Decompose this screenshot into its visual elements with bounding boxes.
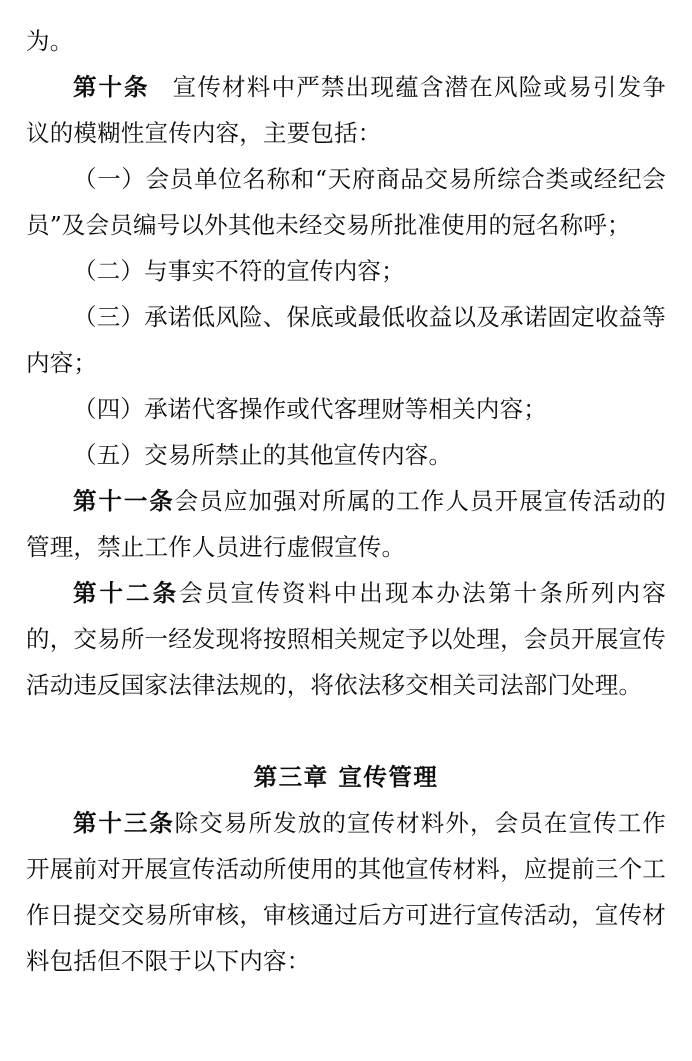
paragraph-item-2: （二）与事实不符的宣传内容；: [73, 257, 405, 285]
paragraph-article-12: [26, 570, 666, 708]
paragraph-item-4: （四）承诺代客操作或代客理财等相关内容；: [73, 395, 547, 423]
paragraph-continuation: 为。: [26, 27, 74, 55]
article-label-10: 第十条: [73, 73, 150, 101]
chapter-heading: 第三章 宣传管理: [253, 763, 439, 791]
paragraph-item-5: （五）交易所禁止的其他宣传内容。: [73, 441, 453, 469]
article-label-13: 第十三条: [73, 809, 175, 837]
paragraph-article-11: [26, 478, 666, 570]
article-label-11: 第十一条: [73, 487, 175, 515]
paragraph-article-13: [26, 800, 666, 984]
paragraph-item-1: （一）会员单位名称和“天府商品交易所综合类或经纪会员”及会员编号以外其他未经交易所批准使用的冠名称呼；: [26, 165, 666, 239]
article-text-13: 除交易所发放的宣传材料外，会员在宣传工作开展前对开展宣传活动所使用的其他宣传材料，应提前三个工作日提交交易所审核，审核通过后方可进行宣传活动，宣传材料包括但不限于以下内容：: [26, 809, 667, 975]
article-text-10: 宣传材料中严禁出现蕴含潜在风险或易引发争议的模糊性宣传内容，主要包括：: [26, 73, 667, 147]
article-text-11: 会员应加强对所属的工作人员开展宣传活动的管理，禁止工作人员进行虚假宣传。: [26, 487, 667, 561]
section-spacer: [26, 708, 666, 754]
article-text-12: 会员宣传资料中出现本办法第十条所列内容的，交易所一经发现将按照相关规定予以处理，会员开展宣传活动违反国家法律法规的，将依法移交相关司法部门处理。: [26, 579, 666, 699]
article-label-12: 第十二条: [73, 579, 180, 607]
paragraph-article-10: [26, 64, 666, 156]
paragraph-item-3: （三）承诺低风险、保底或最低收益以及承诺固定收益等内容；: [26, 303, 666, 377]
document-body: [26, 18, 666, 984]
